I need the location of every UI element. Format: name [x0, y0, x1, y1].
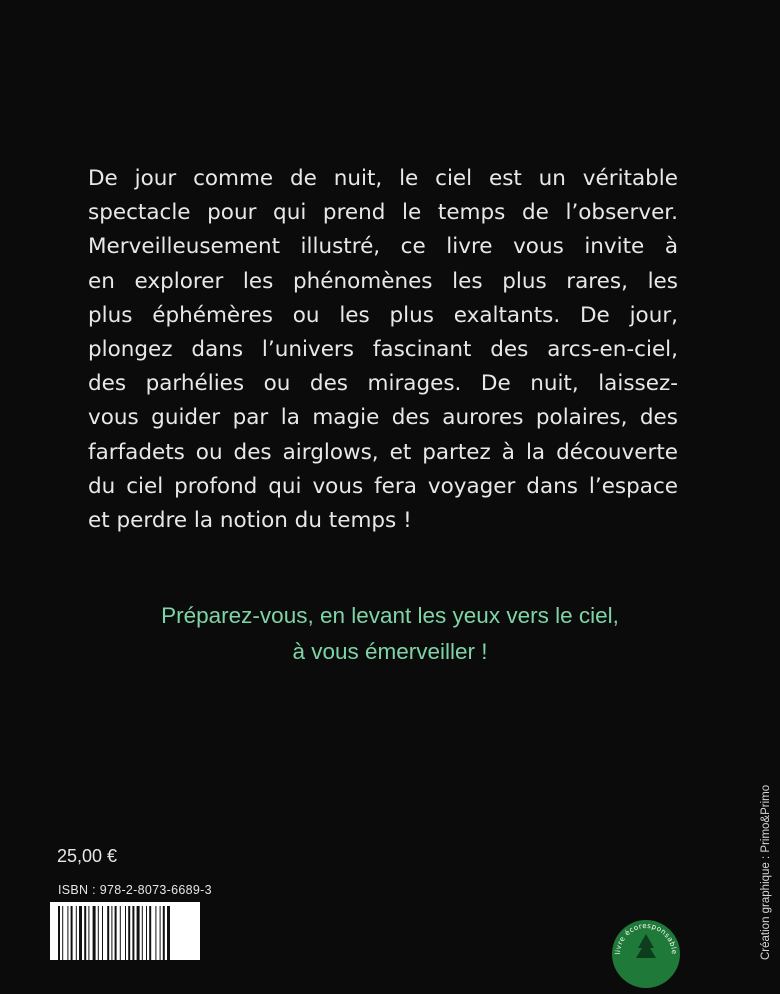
tagline-line-1: Préparez-vous, en levant les yeux vers le ciel, — [161, 603, 619, 628]
barcode-bar — [115, 906, 117, 960]
barcode-bar — [107, 906, 109, 960]
barcode-bar — [155, 906, 156, 960]
blurb-line: du ciel profond qui vous fera voyager dans l’espace — [88, 473, 678, 499]
barcode-bar — [160, 906, 161, 960]
barcode-bar — [84, 906, 86, 960]
eco-badge-icon — [610, 918, 682, 990]
blurb-line: et perdre la notion du temps ! — [88, 507, 412, 533]
barcode-bar — [149, 906, 151, 960]
blurb-line: plongez dans l’univers fascinant des arcs-en-ciel, — [88, 336, 678, 362]
blurb-line: plus éphémères ou les plus exaltants. De jour, — [88, 302, 678, 328]
blurb-line: en explorer les phénomènes les plus rares, les — [88, 268, 678, 294]
barcode-bar — [125, 906, 126, 960]
design-credit: Création graphique : Primo&Primo — [760, 784, 772, 960]
blurb-line: vous guider par la magie des aurores polaires, des — [88, 405, 678, 431]
eco-badge — [610, 918, 682, 990]
blurb-line: des parhélies ou des mirages. De nuit, laissez- — [88, 371, 678, 397]
barcode — [50, 902, 200, 960]
barcode-bar — [76, 906, 77, 960]
blurb-line: De jour comme de nuit, le ciel est un véritable — [88, 166, 678, 191]
price-label: 25,00 € — [57, 846, 118, 866]
barcode-bar — [58, 906, 60, 960]
back-cover-blurb — [88, 162, 678, 538]
barcode-bar — [132, 906, 134, 960]
isbn-label: ISBN : 978-2-8073-6689-3 — [58, 883, 212, 897]
barcode-bar — [62, 906, 63, 960]
eco-badge-text: livre écoresponsable — [613, 921, 679, 955]
barcode-bar — [79, 906, 82, 960]
barcode-bar — [163, 906, 165, 960]
blurb-line: Merveilleusement illustré, ce livre vous invite à — [88, 234, 678, 260]
barcode-bar — [67, 906, 68, 960]
barcode-bar — [137, 906, 140, 960]
blurb-line: spectacle pour qui prend le temps de l’observer. — [88, 200, 678, 226]
barcode-bar — [88, 906, 89, 960]
barcode-bar — [167, 906, 170, 960]
barcode-bar — [111, 906, 112, 960]
barcode-graphic — [50, 902, 200, 960]
barcode-bar — [93, 906, 96, 960]
barcode-bar — [142, 906, 143, 960]
barcode-bar — [102, 906, 103, 960]
barcode-bar — [120, 906, 121, 960]
barcode-bar — [128, 906, 130, 960]
tagline-line-2: à vous émerveiller ! — [292, 639, 488, 664]
barcode-bar — [71, 906, 73, 960]
tagline — [100, 598, 680, 670]
barcode-bar — [98, 906, 99, 960]
blurb-line: farfadets ou des airglows, et partez à la découverte — [88, 439, 678, 465]
barcode-bar — [146, 906, 147, 960]
